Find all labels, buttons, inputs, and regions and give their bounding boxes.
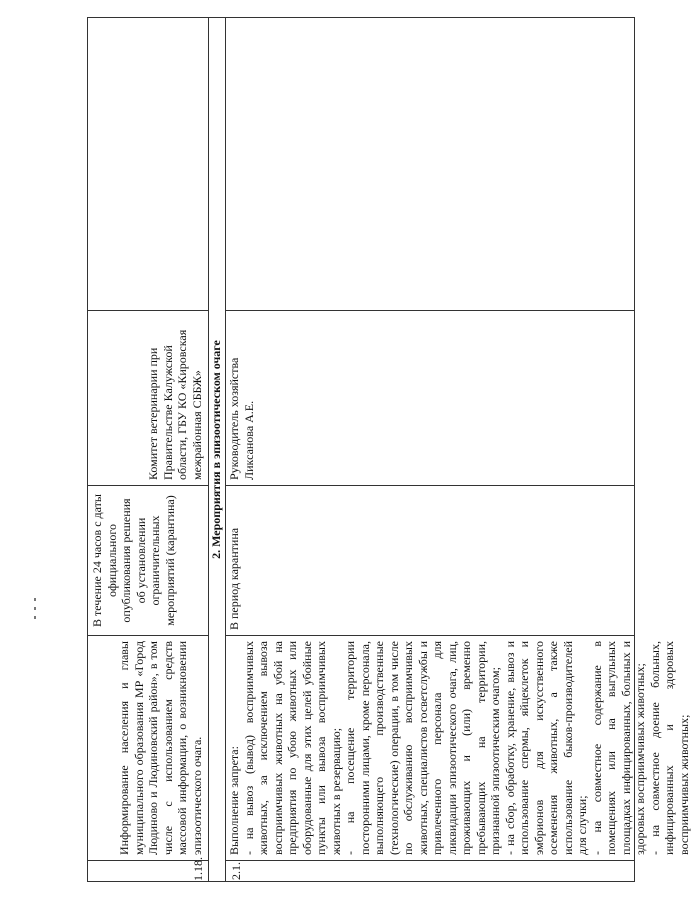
row-deadline: В течение 24 часов с даты официального опубликования решения об установлении ограничительных мероприятий (карантина) xyxy=(90,494,177,627)
cell-deadline xyxy=(225,485,634,635)
ban-list xyxy=(242,641,691,855)
margin-mark xyxy=(34,607,36,610)
section-title: 2. Мероприятия в эпизоотическом очаге xyxy=(207,17,225,882)
ban-intro: Выполнение запрета: xyxy=(227,746,241,855)
table-row-1-18 xyxy=(87,17,209,882)
cell-responsible xyxy=(88,310,208,485)
cell-empty xyxy=(225,17,634,310)
rotated-table xyxy=(87,17,691,882)
ban-item: - на вывоз (вывод) восприимчивых животных, за исключением вывоза восприимчивых животных на убой на предприятия по убою животных или оборудованные для этих целей убойные пункты или вывоза восприимчивых животных в резервацию; xyxy=(241,641,343,855)
cell-deadline xyxy=(88,485,208,635)
margin-mark xyxy=(34,598,36,601)
row-responsible: Руководитель хозяйства Ликсанова А.Е. xyxy=(227,357,256,480)
ban-item: - на сбор, обработку, хранение, вывоз и использование спермы, яйцеклеток и эмбрионов для искусственного осеменения животных, а также использование быков-производителей для случки; xyxy=(502,641,589,855)
cell-number xyxy=(225,860,634,882)
ban-item: - на посещение территории посторонними лицами, кроме персонала, выполняющего производственные (технологические) операции, в том числе по обслуживанию восприимчивых животных, специалистов госветслужбы и привлеченного персонала для ликвидации эпизоотического очага, лиц, проживающих и (или) временно пребывающих на территории, признанной эпизоотическим очагом; xyxy=(343,641,502,855)
section-header-row xyxy=(207,17,226,882)
ban-item: - на совместное содержание в помещениях или на выгульных площадках инфицированных, больных и здоровых восприимчивых животных; xyxy=(589,641,647,855)
row-description: Информирование населения и главы муниципального образования МР «Город Людиново и Людиновский район», в том числе с использованием средств массовой информации, о возникновении эпизоотического очага. xyxy=(117,641,204,855)
cell-number xyxy=(88,857,208,882)
ban-item: - на совместное доение больных, инфицированных и здоровых восприимчивых животных; xyxy=(647,641,691,855)
cell-description xyxy=(88,635,208,860)
margin-marks xyxy=(34,598,36,624)
row-description xyxy=(227,641,691,855)
cell-description xyxy=(225,635,691,860)
cell-empty xyxy=(88,17,208,310)
row-number: 2.1. xyxy=(229,862,243,880)
row-number: 1.18. xyxy=(191,857,205,881)
cell-responsible xyxy=(225,310,634,485)
margin-mark xyxy=(34,616,36,619)
row-deadline: В период карантина xyxy=(227,527,241,630)
row-responsible: Комитет ветеринарии при Правительстве Калужской области, ГБУ КО «Кировская межрайонная СББЖ» xyxy=(146,329,204,480)
table-row-2-1 xyxy=(225,17,691,882)
